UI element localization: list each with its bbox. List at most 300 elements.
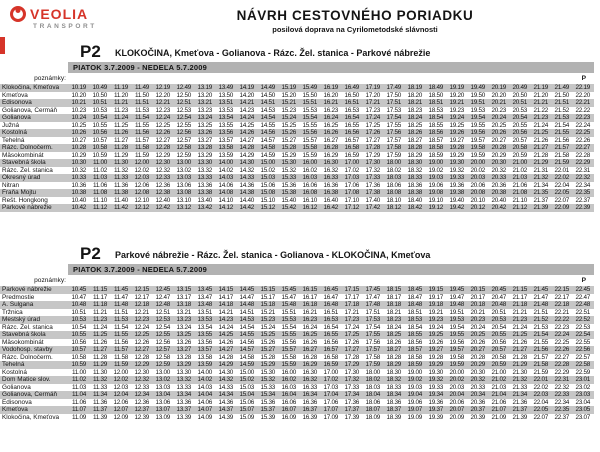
departure-time: 18.32 [407,166,422,174]
departure-time: 21.10 [512,196,527,204]
departure-time: 19.37 [428,406,443,413]
departure-time: 11.56 [134,129,149,136]
departure-time: 19.27 [449,136,464,144]
departure-time: 19.33 [449,174,464,181]
departure-time: 19.55 [449,331,464,338]
departure-time: 14.40 [239,196,254,204]
stop-name: Kmeťova [2,91,28,99]
departure-time: 12.49 [176,84,191,91]
timetable-row [0,92,594,100]
departure-time: 19.06 [407,398,422,406]
departure-time: 11.57 [134,136,149,144]
departure-time: 11.21 [92,308,107,316]
departure-time: 21.04 [491,391,506,398]
departure-time: 21.28 [533,151,548,159]
departure-time: 18.25 [407,121,422,129]
stop-name: Tržnica [2,308,23,316]
departure-time: 13.57 [197,346,212,353]
timetable-row [0,182,594,190]
departure-time: 22.29 [575,159,590,166]
departure-time: 16.30 [323,159,338,166]
departure-time: 15.57 [302,136,317,144]
departure-time: 14.38 [239,189,254,196]
departure-time: 15.26 [260,338,275,346]
departure-time: 19.00 [407,368,422,376]
departure-time: 18.26 [386,338,401,346]
departure-time: 19.59 [470,151,485,159]
departure-time: 17.17 [344,293,359,301]
departure-time: 17.06 [323,398,338,406]
departure-time: 18.06 [365,398,380,406]
departure-time: 22.29 [554,368,569,376]
departure-time: 22.48 [575,301,590,308]
timetable-row [0,84,594,92]
departure-time: 20.07 [449,406,464,413]
departure-time: 11.25 [113,121,128,129]
departure-time: 20.06 [470,181,485,189]
departure-time: 20.15 [470,286,485,293]
departure-time: 11.24 [113,114,128,121]
departure-time: 18.56 [407,338,422,346]
departure-time: 18.58 [407,353,422,361]
departure-time: 20.37 [470,406,485,413]
departure-time: 13.02 [176,166,191,174]
departure-time: 17.58 [365,353,380,361]
departure-time: 15.36 [260,398,275,406]
departure-time: 12.12 [134,204,149,211]
departure-time: 14.36 [239,181,254,189]
departure-time: 22.54 [575,331,590,338]
departure-time: 12.53 [176,106,191,114]
departure-time: 14.04 [197,391,212,398]
departure-time: 22.21 [554,308,569,316]
departure-time: 20.53 [491,316,506,323]
departure-time: 19.02 [407,376,422,383]
departure-time: 15.30 [260,368,275,376]
departure-time: 14.10 [218,196,233,204]
departure-time: 14.17 [218,293,233,301]
departure-time: 18.36 [386,398,401,406]
departure-time: 10.58 [92,144,107,151]
departure-time: 11.26 [92,338,107,346]
departure-time: 20.57 [491,346,506,353]
departure-time: 19.51 [449,308,464,316]
departure-time: 16.48 [323,301,338,308]
timetable-row [0,406,594,414]
departure-time: 20.59 [512,151,527,159]
departure-time: 18.09 [365,413,380,421]
departure-time: 14.21 [218,308,233,316]
stop-name: Kostolná [2,368,27,376]
departure-time: 12.08 [134,189,149,196]
departure-time: 15.20 [281,91,296,99]
departure-time: 12.57 [176,136,191,144]
departure-time: 13.23 [176,316,191,323]
departure-time: 15.29 [281,151,296,159]
departure-time: 15.59 [281,361,296,368]
departure-time: 20.00 [449,368,464,376]
departure-time: 13.48 [197,301,212,308]
departure-time: 14.26 [239,129,254,136]
departure-time: 16.19 [323,84,338,91]
departure-time: 18.39 [386,413,401,421]
departure-time: 12.54 [155,323,170,331]
departure-time: 10.42 [71,204,86,211]
departure-time: 22.17 [554,293,569,301]
departure-time: 21.49 [554,84,569,91]
departure-time: 15.06 [260,181,275,189]
departure-time: 19.06 [428,181,443,189]
departure-time: 22.27 [554,353,569,361]
departure-time: 11.51 [113,308,128,316]
departure-time: 14.09 [197,413,212,421]
departure-time: 12.00 [113,368,128,376]
departure-time: 15.47 [281,293,296,301]
departure-time: 12.02 [134,166,149,174]
departure-time: 16.15 [302,286,317,293]
departure-time: 23.05 [575,406,590,413]
departure-time: 14.33 [218,383,233,391]
departure-time: 21.57 [554,144,569,151]
departure-time: 13.00 [155,368,170,376]
departure-time: 19.55 [470,121,485,129]
departure-time: 18.07 [365,406,380,413]
departure-time: 13.28 [176,353,191,361]
departure-time: 13.27 [176,346,191,353]
departure-time: 14.25 [239,121,254,129]
departure-time: 21.29 [512,361,527,368]
departure-time: 15.39 [260,413,275,421]
departure-time: 20.06 [449,398,464,406]
departure-time: 19.18 [428,301,443,308]
departure-time: 22.20 [575,91,590,99]
departure-time: 23.02 [575,383,590,391]
departure-time: 21.58 [533,361,548,368]
departure-time: 20.21 [470,308,485,316]
departure-time: 17.33 [365,174,380,181]
departure-time: 16.12 [302,204,317,211]
departure-time: 11.10 [92,196,107,204]
departure-time: 16.00 [302,159,317,166]
departure-time: 18.27 [386,346,401,353]
timetable-row [0,376,594,384]
departure-time: 15.24 [281,114,296,121]
departure-time: 11.18 [92,301,107,308]
departure-time: 12.40 [155,196,170,204]
timetable-row [0,99,594,107]
departure-time: 11.06 [92,181,107,189]
departure-time: 11.54 [134,114,149,121]
line-number: P2 [80,42,101,61]
stop-name: Klokočina, Kmeťova [2,413,60,421]
departure-time: 21.00 [491,368,506,376]
departure-time: 13.36 [176,398,191,406]
departure-time: 20.29 [491,151,506,159]
stop-name: Mäsokombinát [2,338,44,346]
departure-time: 19.58 [449,353,464,361]
departure-time: 21.12 [512,204,527,211]
notes-label: poznámky: [34,75,66,82]
departure-time: 11.45 [113,286,128,293]
departure-time: 19.54 [470,114,485,121]
departure-time: 17.32 [344,376,359,383]
departure-time: 22.45 [575,286,590,293]
notes-label: poznámky: [34,277,66,284]
departure-time: 11.30 [113,159,128,166]
departure-time: 19.24 [428,323,443,331]
departure-time: 21.37 [533,196,548,204]
departure-time: 11.38 [113,189,128,196]
timetable-row [0,391,594,399]
departure-time: 16.42 [323,204,338,211]
departure-time: 14.28 [218,353,233,361]
departure-time: 18.12 [386,204,401,211]
departure-time: 10.54 [71,323,86,331]
departure-time: 11.03 [71,383,86,391]
departure-time: 10.47 [71,293,86,301]
departure-time: 21.47 [533,293,548,301]
departure-time: 17.02 [344,166,359,174]
route-title: Parkové nábrežie - Rázc. Žel. stanica - Golianova - KLOKOČINA, Kmeťova [115,250,431,260]
departure-time: 17.03 [323,383,338,391]
departure-time: 16.32 [323,166,338,174]
stop-name: Fraňa Mojtu [2,189,37,196]
departure-time: 12.30 [134,368,149,376]
departure-time: 20.54 [512,114,527,121]
departure-time: 18.57 [428,136,443,144]
departure-time: 14.06 [197,398,212,406]
notes-column-header: P [581,75,586,82]
departure-time: 12.04 [113,391,128,398]
departure-time: 16.26 [302,338,317,346]
departure-time: 22.24 [554,331,569,338]
departure-time: 12.20 [155,91,170,99]
departure-time: 13.33 [176,383,191,391]
stop-name: Mäsokombinát [2,151,44,159]
departure-time: 18.26 [407,129,422,136]
departure-time: 18.30 [386,368,401,376]
departure-time: 13.27 [197,136,212,144]
departure-time: 10.38 [71,189,86,196]
departure-time: 15.23 [260,316,275,323]
departure-time: 12.59 [176,151,191,159]
departure-time: 19.38 [449,189,464,196]
departure-time: 19.29 [428,361,443,368]
departure-time: 18.28 [386,353,401,361]
departure-time: 13.02 [155,376,170,383]
departure-time: 12.47 [155,293,170,301]
departure-time: 20.26 [470,338,485,346]
departure-time: 20.03 [470,174,485,181]
departure-time: 20.18 [470,301,485,308]
departure-time: 10.48 [71,301,86,308]
departure-time: 10.56 [71,338,86,346]
departure-time: 16.54 [344,114,359,121]
departure-time: 21.51 [533,308,548,316]
departure-time: 13.30 [176,368,191,376]
departure-time: 10.30 [71,159,86,166]
departure-time: 17.09 [323,413,338,421]
departure-time: 22.01 [554,166,569,174]
departure-time: 19.27 [428,346,443,353]
departure-time: 16.58 [323,353,338,361]
departure-time: 16.53 [323,316,338,323]
departure-time: 20.24 [470,323,485,331]
departure-time: 13.03 [176,174,191,181]
departure-time: 15.53 [302,106,317,114]
departure-time: 22.28 [554,361,569,368]
departure-time: 13.24 [176,323,191,331]
departure-time: 11.20 [113,91,128,99]
departure-time: 13.59 [218,151,233,159]
departure-time: 22.53 [575,323,590,331]
departure-time: 17.45 [365,286,380,293]
departure-time: 22.22 [554,316,569,323]
departure-time: 12.32 [155,166,170,174]
departure-time: 21.21 [533,99,548,106]
departure-time: 12.06 [134,181,149,189]
departure-time: 18.57 [407,346,422,353]
departure-time: 21.27 [533,144,548,151]
departure-time: 11.40 [113,196,128,204]
departure-time: 23.07 [575,413,590,421]
departure-time: 22.15 [554,286,569,293]
departure-time: 15.54 [302,114,317,121]
departure-time: 16.53 [344,106,359,114]
departure-time: 18.00 [365,368,380,376]
departure-time: 20.33 [470,383,485,391]
departure-time: 10.45 [71,286,86,293]
departure-time: 14.21 [239,99,254,106]
departure-time: 11.36 [113,181,128,189]
departure-time: 14.59 [260,151,275,159]
departure-time: 14.51 [239,308,254,316]
departure-time: 17.30 [365,159,380,166]
departure-time: 14.19 [239,84,254,91]
departure-time: 17.37 [344,406,359,413]
stop-name: Kostolná [2,129,27,136]
departure-time: 21.50 [554,91,569,99]
departure-time: 15.30 [281,159,296,166]
departure-time: 16.51 [323,308,338,316]
departure-time: 21.25 [533,129,548,136]
departure-time: 10.33 [71,174,86,181]
departure-time: 12.23 [155,106,170,114]
timetable-row [0,167,594,175]
departure-time: 21.54 [554,121,569,129]
stop-name: Tehelná [2,136,25,144]
departure-time: 12.24 [155,114,170,121]
departure-time: 18.47 [407,293,422,301]
departure-time: 13.58 [218,144,233,151]
departure-time: 17.21 [365,99,380,106]
departure-time: 19.39 [428,413,443,421]
departure-time: 19.58 [470,144,485,151]
departure-time: 12.26 [155,129,170,136]
departure-time: 15.28 [281,144,296,151]
departure-time: 15.02 [260,166,275,174]
departure-time: 17.48 [365,301,380,308]
departure-time: 17.19 [365,84,380,91]
departure-time: 17.42 [365,204,380,211]
departure-time: 14.54 [260,114,275,121]
stop-name: Stavebná škola [2,331,46,338]
departure-time: 13.28 [197,144,212,151]
departure-time: 12.21 [155,99,170,106]
departure-time: 15.56 [302,129,317,136]
departure-time: 22.37 [575,196,590,204]
departure-time: 11.47 [113,293,128,301]
departure-time: 11.29 [113,151,128,159]
departure-time: 20.27 [470,346,485,353]
departure-time: 16.28 [323,144,338,151]
departure-time: 16.36 [302,398,317,406]
departure-time: 19.23 [449,106,464,114]
departure-time: 17.38 [365,189,380,196]
departure-time: 16.25 [323,121,338,129]
departure-time: 20.29 [470,361,485,368]
departure-time: 19.53 [470,106,485,114]
departure-time: 21.54 [533,331,548,338]
departure-time: 17.57 [386,136,401,144]
departure-time: 15.36 [281,181,296,189]
departure-time: 20.17 [470,293,485,301]
departure-time: 14.26 [218,338,233,346]
departure-time: 13.25 [176,331,191,338]
departure-time: 22.32 [554,383,569,391]
departure-time: 15.17 [260,293,275,301]
departure-time: 13.51 [197,308,212,316]
departure-time: 22.52 [575,316,590,323]
departure-time: 15.51 [302,99,317,106]
red-edge-mark [0,37,5,54]
departure-time: 15.24 [260,323,275,331]
departure-time: 15.06 [239,398,254,406]
departure-time: 21.24 [533,121,548,129]
departure-time: 22.19 [575,84,590,91]
departure-time: 15.23 [281,106,296,114]
departure-time: 16.02 [281,376,296,383]
departure-time: 22.26 [554,346,569,353]
departure-time: 14.08 [218,189,233,196]
departure-time: 21.07 [491,406,506,413]
timetable-row [0,114,594,122]
departure-time: 16.24 [302,323,317,331]
departure-time: 20.36 [491,181,506,189]
departure-time: 16.40 [323,196,338,204]
departure-time: 13.25 [197,121,212,129]
departure-time: 20.58 [512,144,527,151]
departure-time: 19.04 [407,391,422,398]
departure-time: 20.33 [491,174,506,181]
departure-time: 21.48 [533,301,548,308]
stop-name: Parkové nábrežie [2,286,52,293]
departure-time: 16.07 [281,406,296,413]
departure-time: 12.06 [113,398,128,406]
departure-time: 13.26 [197,129,212,136]
departure-time: 13.53 [197,316,212,323]
departure-time: 10.56 [92,129,107,136]
departure-time: 14.48 [239,301,254,308]
departure-time: 16.26 [323,129,338,136]
timetable-row [0,152,594,160]
departure-time: 20.12 [470,204,485,211]
departure-time: 15.58 [302,144,317,151]
departure-time: 11.57 [113,346,128,353]
departure-time: 20.28 [470,353,485,361]
stop-name: Rázc. Dolnočerm. [2,353,53,361]
departure-time: 11.24 [92,323,107,331]
